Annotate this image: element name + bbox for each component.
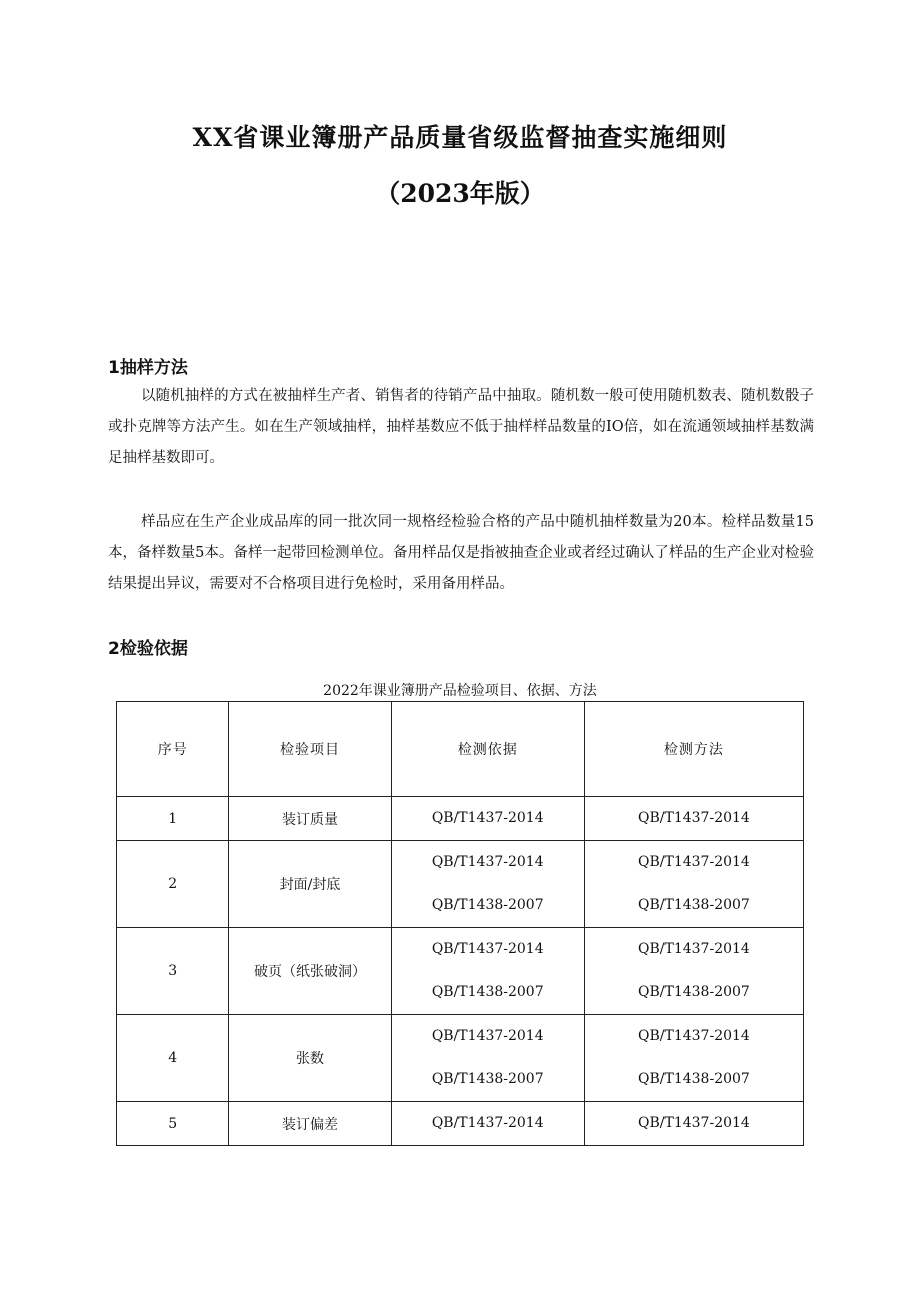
- basis-standard: QB/T1438-2007: [431, 1071, 544, 1087]
- cell-seq: 2: [117, 841, 229, 928]
- method-standard: QB/T1438-2007: [638, 984, 750, 1000]
- cell-basis: [391, 1015, 584, 1102]
- table-row: [117, 1102, 804, 1146]
- cell-item: 装订质量: [229, 797, 391, 841]
- cell-seq: 1: [117, 797, 229, 841]
- basis-standard: QB/T1437-2014: [431, 854, 544, 870]
- table-row: [117, 797, 804, 841]
- section-1-heading: 1抽样方法: [108, 358, 188, 378]
- section-1-paragraph-2: 样品应在生产企业成品库的同一批次同一规格经检验合格的产品中随机抽样数量为20本。检样品数量15本，备样数量5本。备样一起带回检测单位。备用样品仅是指被抽查企业或者经过确认了样品的生产企业对检验结果提出异议，需要对不合格项目进行免检时，采用备用样品。: [108, 514, 814, 592]
- basis-standard: QB/T1437-2014: [431, 810, 544, 826]
- method-standard: QB/T1437-2014: [638, 854, 750, 870]
- table-caption: 2022年课业簿册产品检验项目、依据、方法: [323, 683, 597, 699]
- cell-method: [584, 1015, 803, 1102]
- cell-basis: [391, 928, 584, 1015]
- cell-method: [584, 928, 803, 1015]
- table-header-row: [117, 702, 804, 797]
- method-standard: QB/T1437-2014: [638, 941, 750, 957]
- method-standard: QB/T1437-2014: [638, 810, 750, 826]
- method-standard: QB/T1437-2014: [638, 1115, 750, 1131]
- cell-item: 装订偏差: [229, 1102, 391, 1146]
- cell-basis: [391, 797, 584, 841]
- header-item: 检验项目: [229, 702, 391, 797]
- table-row: [117, 841, 804, 928]
- section-2-heading: 2检验依据: [108, 639, 188, 659]
- header-basis: 检测依据: [391, 702, 584, 797]
- cell-basis: [391, 1102, 584, 1146]
- basis-standard: QB/T1438-2007: [431, 984, 544, 1000]
- method-standard: QB/T1438-2007: [638, 897, 750, 913]
- cell-item: 封面/封底: [229, 841, 391, 928]
- basis-standard: QB/T1438-2007: [431, 897, 544, 913]
- method-standard: QB/T1437-2014: [638, 1028, 750, 1044]
- document-subtitle: （2023年版）: [375, 179, 545, 208]
- cell-seq: 5: [117, 1102, 229, 1146]
- cell-seq: 4: [117, 1015, 229, 1102]
- basis-standard: QB/T1437-2014: [431, 941, 544, 957]
- header-seq: 序号: [117, 702, 229, 797]
- header-method: 检测方法: [584, 702, 803, 797]
- cell-method: [584, 1102, 803, 1146]
- cell-item: 张数: [229, 1015, 391, 1102]
- basis-standard: QB/T1437-2014: [431, 1028, 544, 1044]
- cell-method: [584, 797, 803, 841]
- method-standard: QB/T1438-2007: [638, 1071, 750, 1087]
- cell-method: [584, 841, 803, 928]
- document-title: XX省课业簿册产品质量省级监督抽查实施细则: [192, 123, 728, 152]
- basis-standard: QB/T1437-2014: [431, 1115, 544, 1131]
- inspection-table: [116, 701, 804, 1146]
- cell-seq: 3: [117, 928, 229, 1015]
- section-1-paragraph-1: 以随机抽样的方式在被抽样生产者、销售者的待销产品中抽取。随机数一般可使用随机数表、随机数骰子或扑克牌等方法产生。如在生产领域抽样，抽样基数应不低于抽样样品数量的IO倍，如在流通领域抽样基数满足抽样基数即可。: [108, 388, 814, 466]
- cell-basis: [391, 841, 584, 928]
- table-row: [117, 1015, 804, 1102]
- cell-item: 破页（纸张破洞）: [229, 928, 391, 1015]
- table-row: [117, 928, 804, 1015]
